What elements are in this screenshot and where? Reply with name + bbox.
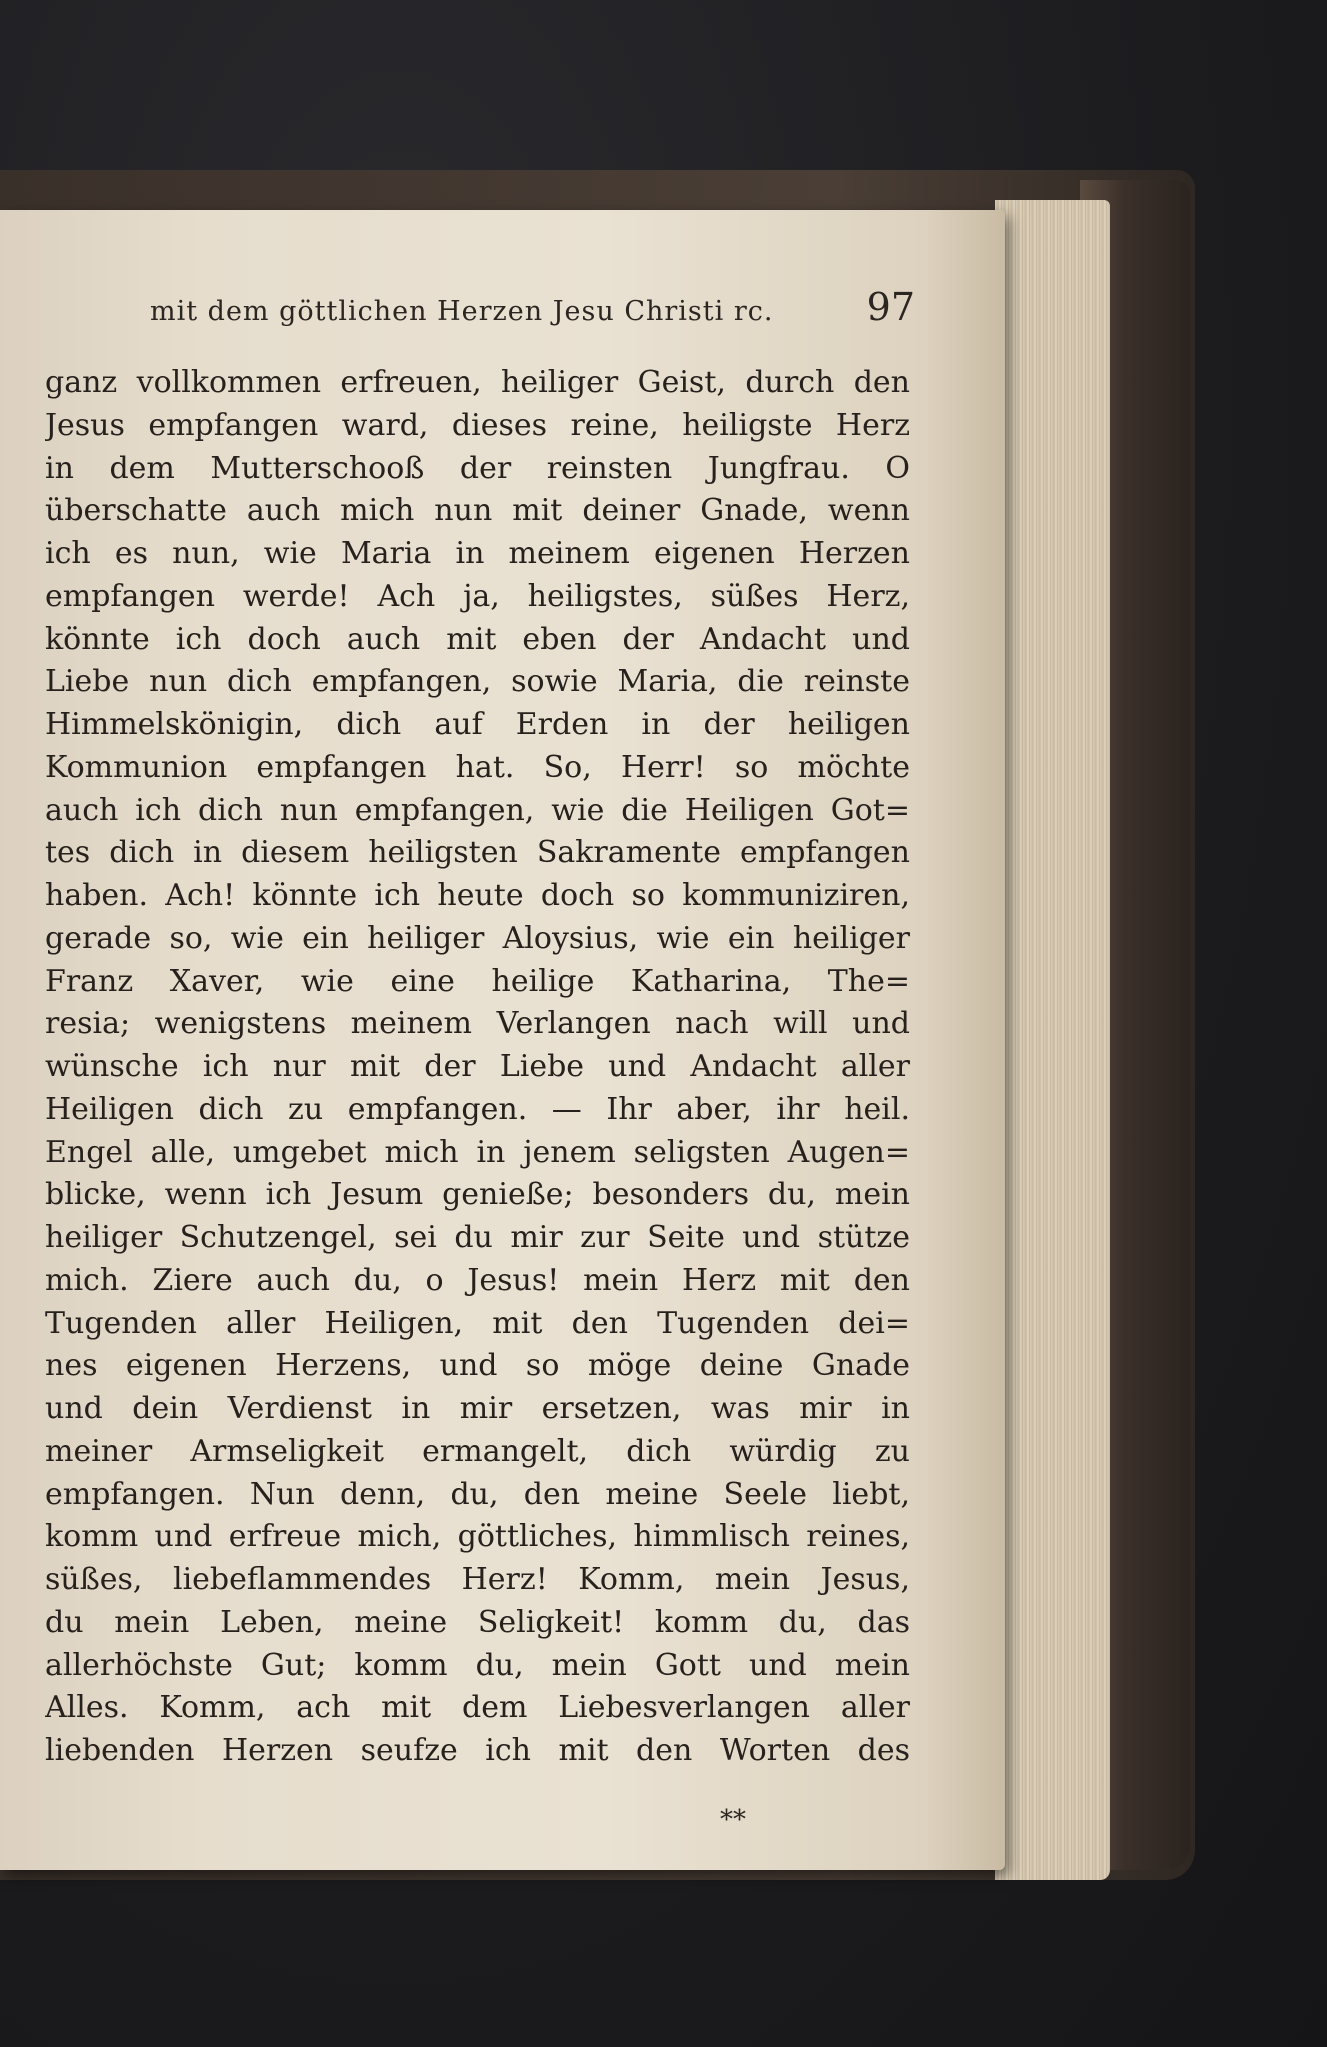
text-line: Engel alle, umgebet mich in jenem seligsten Augen=	[45, 1134, 910, 1170]
text-line: gerade so, wie ein heiliger Aloysius, wie ein heiliger	[45, 920, 910, 956]
text-line: Kommunion empfangen hat. So, Herr! so möchte	[45, 749, 910, 785]
text-line: in dem Mutterschooß der reinsten Jungfrau. O	[45, 450, 910, 486]
text-line: Heiligen dich zu empfangen. — Ihr aber, ihr heil.	[45, 1091, 910, 1127]
text-line: überschatte auch mich nun mit deiner Gnade, wenn	[45, 493, 910, 529]
text-line: süßes, liebeflammendes Herz! Komm, mein Jesus,	[45, 1562, 910, 1597]
running-head: mit dem göttlichen Herzen Jesu Christi rc.	[150, 296, 774, 327]
text-line: mich. Ziere auch du, o Jesus! mein Herz mit den	[45, 1262, 910, 1298]
text-line: liebenden Herzen seufze ich mit den Worten des	[45, 1733, 910, 1768]
text-line: und dein Verdienst in mir ersetzen, was mir in	[45, 1391, 910, 1426]
page-stack-edge	[995, 200, 1110, 1880]
text-line: ganz vollkommen erfreuen, heiliger Geist, durch den	[45, 365, 910, 400]
text-line: Franz Xaver, wie eine heilige Katharina, The=	[45, 963, 910, 999]
text-line: empfangen werde! Ach ja, heiligstes, süßes Herz,	[45, 578, 910, 614]
text-line: allerhöchste Gut; komm du, mein Gott und mein	[45, 1647, 910, 1683]
text-line: Liebe nun dich empfangen, sowie Maria, die reinste	[45, 664, 910, 700]
text-line: wünsche ich nur mit der Liebe und Andacht aller	[45, 1049, 910, 1084]
body-text	[45, 362, 910, 1773]
text-line: könnte ich doch auch mit eben der Andacht und	[45, 621, 910, 657]
text-line: ich es nun, wie Maria in meinem eigenen Herzen	[45, 536, 910, 571]
text-line: Jesus empfangen ward, dieses reine, heiligste Herz	[45, 407, 910, 443]
text-line: tes dich in diesem heiligsten Sakramente empfangen	[45, 835, 910, 871]
page-header	[150, 285, 915, 335]
text-line: resia; wenigstens meinem Verlangen nach will und	[45, 1006, 910, 1042]
text-line: heiliger Schutzengel, sei du mir zur Seite und stütze	[45, 1220, 910, 1255]
text-line: empfangen. Nun denn, du, den meine Seele liebt,	[45, 1476, 910, 1512]
signature-mark: **	[720, 1805, 746, 1835]
text-line: du mein Leben, meine Seligkeit! komm du, das	[45, 1604, 910, 1640]
text-line: haben. Ach! könnte ich heute doch so kommuniziren,	[45, 878, 910, 913]
text-line: nes eigenen Herzens, und so möge deine Gnade	[45, 1348, 910, 1384]
page-number: 97	[866, 285, 915, 329]
text-line: Alles. Komm, ach mit dem Liebesverlangen aller	[45, 1690, 910, 1726]
text-line: komm und erfreue mich, göttliches, himmlisch reines,	[45, 1519, 910, 1555]
text-line: Himmelskönigin, dich auf Erden in der heiligen	[45, 707, 910, 742]
text-line: meiner Armseligkeit ermangelt, dich würdig zu	[45, 1433, 910, 1469]
text-line: Tugenden aller Heiligen, mit den Tugenden dei=	[45, 1305, 910, 1341]
text-line: blicke, wenn ich Jesum genieße; besonders du, mein	[45, 1177, 910, 1213]
text-line: auch ich dich nun empfangen, wie die Heiligen Got=	[45, 792, 910, 828]
